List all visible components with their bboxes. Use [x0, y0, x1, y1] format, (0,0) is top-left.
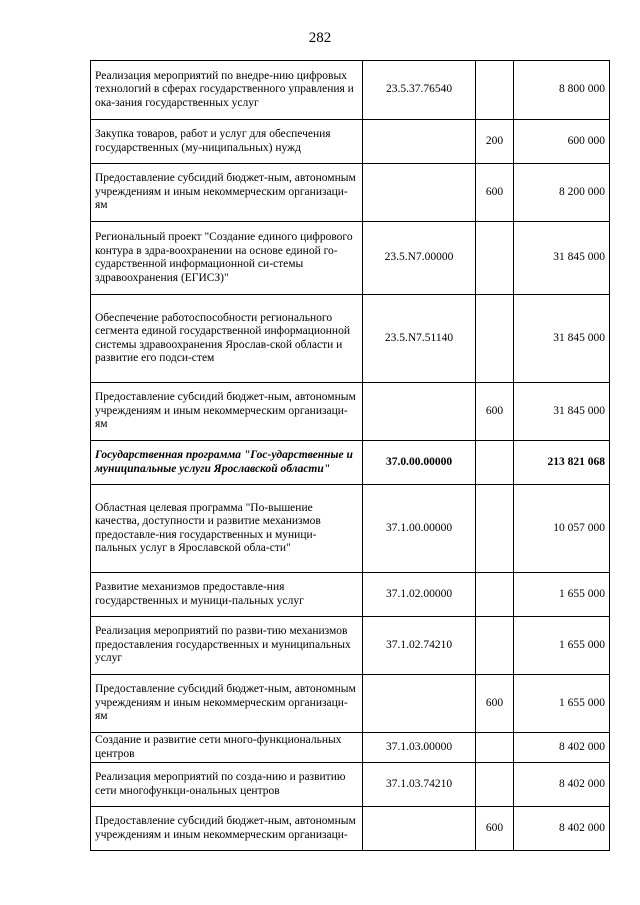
item-name: Создание и развитие сети много-функциональных центров — [91, 733, 363, 763]
table-row — [91, 675, 610, 733]
expense-type-code — [476, 61, 514, 120]
table-row — [91, 573, 610, 617]
target-article-code — [363, 675, 476, 733]
amount: 1 655 000 — [514, 675, 610, 733]
target-article-code: 23.5.N7.00000 — [363, 222, 476, 295]
target-article-code: 23.5.37.76540 — [363, 61, 476, 120]
amount: 10 057 000 — [514, 485, 610, 573]
amount: 8 402 000 — [514, 807, 610, 851]
target-article-code: 37.0.00.00000 — [363, 441, 476, 485]
amount: 1 655 000 — [514, 617, 610, 675]
table-row — [91, 61, 610, 120]
target-article-code: 37.1.02.74210 — [363, 617, 476, 675]
target-article-code: 23.5.N7.51140 — [363, 295, 476, 383]
amount: 213 821 068 — [514, 441, 610, 485]
table-row-program — [91, 441, 610, 485]
page-number: 282 — [308, 30, 332, 46]
expense-type-code — [476, 733, 514, 763]
expense-type-code — [476, 485, 514, 573]
expense-type-code: 600 — [476, 383, 514, 441]
amount: 31 845 000 — [514, 295, 610, 383]
item-name: Предоставление субсидий бюджет-ным, автономным учреждениям и иным некоммерческим организаци-ям — [91, 675, 363, 733]
expense-type-code — [476, 763, 514, 807]
target-article-code: 37.1.03.74210 — [363, 763, 476, 807]
item-name: Развитие механизмов предоставле-ния государственных и муници-пальных услуг — [91, 573, 363, 617]
expense-type-code — [476, 295, 514, 383]
item-name: Реализация мероприятий по созда-нию и развитию сети многофункци-ональных центров — [91, 763, 363, 807]
item-name: Региональный проект "Создание единого цифрового контура в здра-воохранении на основе единой го-сударственной информационной си-стемы здравоохранения (ЕГИСЗ)" — [91, 222, 363, 295]
table-row — [91, 164, 610, 222]
expense-type-code — [476, 573, 514, 617]
table-row — [91, 733, 610, 763]
target-article-code — [363, 807, 476, 851]
amount: 8 200 000 — [514, 164, 610, 222]
table-row — [91, 383, 610, 441]
expense-type-code — [476, 222, 514, 295]
item-name: Закупка товаров, работ и услуг для обеспечения государственных (му-ниципальных) нужд — [91, 120, 363, 164]
target-article-code — [363, 164, 476, 222]
table-row — [91, 807, 610, 851]
amount: 1 655 000 — [514, 573, 610, 617]
item-name: Реализация мероприятий по разви-тию механизмов предоставления государственных и муниципальных услуг — [91, 617, 363, 675]
item-name: Областная целевая программа "По-вышение качества, доступности и развитие механизмов предоставле-ния государственных и муници-пальных услуг в Ярославской обла-сти" — [91, 485, 363, 573]
target-article-code: 37.1.03.00000 — [363, 733, 476, 763]
table-row — [91, 295, 610, 383]
expense-type-code: 200 — [476, 120, 514, 164]
expense-type-code: 600 — [476, 807, 514, 851]
expense-type-code — [476, 617, 514, 675]
amount: 8 402 000 — [514, 763, 610, 807]
item-name: Обеспечение работоспособности регионального сегмента единой государственной информационной системы здравоохранения Ярослав-ской области и развитие его подси-стем — [91, 295, 363, 383]
budget-table-body — [91, 61, 610, 851]
item-name: Государственная программа "Гос-ударственные и муниципальные услуги Ярославской области" — [91, 441, 363, 485]
table-row — [91, 120, 610, 164]
table-row — [91, 222, 610, 295]
item-name: Предоставление субсидий бюджет-ным, автономным учреждениям и иным некоммерческим организаци-ям — [91, 383, 363, 441]
item-name: Предоставление субсидий бюджет-ным, автономным учреждениям и иным некоммерческим организаци-ям — [91, 164, 363, 222]
table-row — [91, 485, 610, 573]
target-article-code: 37.1.02.00000 — [363, 573, 476, 617]
expense-type-code: 600 — [476, 164, 514, 222]
amount: 8 800 000 — [514, 61, 610, 120]
target-article-code — [363, 383, 476, 441]
amount: 8 402 000 — [514, 733, 610, 763]
target-article-code: 37.1.00.00000 — [363, 485, 476, 573]
item-name: Реализация мероприятий по внедре-нию цифровых технологий в сферах государственного управления и ока-зания государственных услуг — [91, 61, 363, 120]
expense-type-code: 600 — [476, 675, 514, 733]
target-article-code — [363, 120, 476, 164]
table-row — [91, 617, 610, 675]
amount: 600 000 — [514, 120, 610, 164]
amount: 31 845 000 — [514, 222, 610, 295]
amount: 31 845 000 — [514, 383, 610, 441]
item-name: Предоставление субсидий бюджет-ным, автономным учреждениям и иным некоммерческим организаци- — [91, 807, 363, 851]
table-row — [91, 763, 610, 807]
budget-table — [90, 60, 610, 851]
expense-type-code — [476, 441, 514, 485]
